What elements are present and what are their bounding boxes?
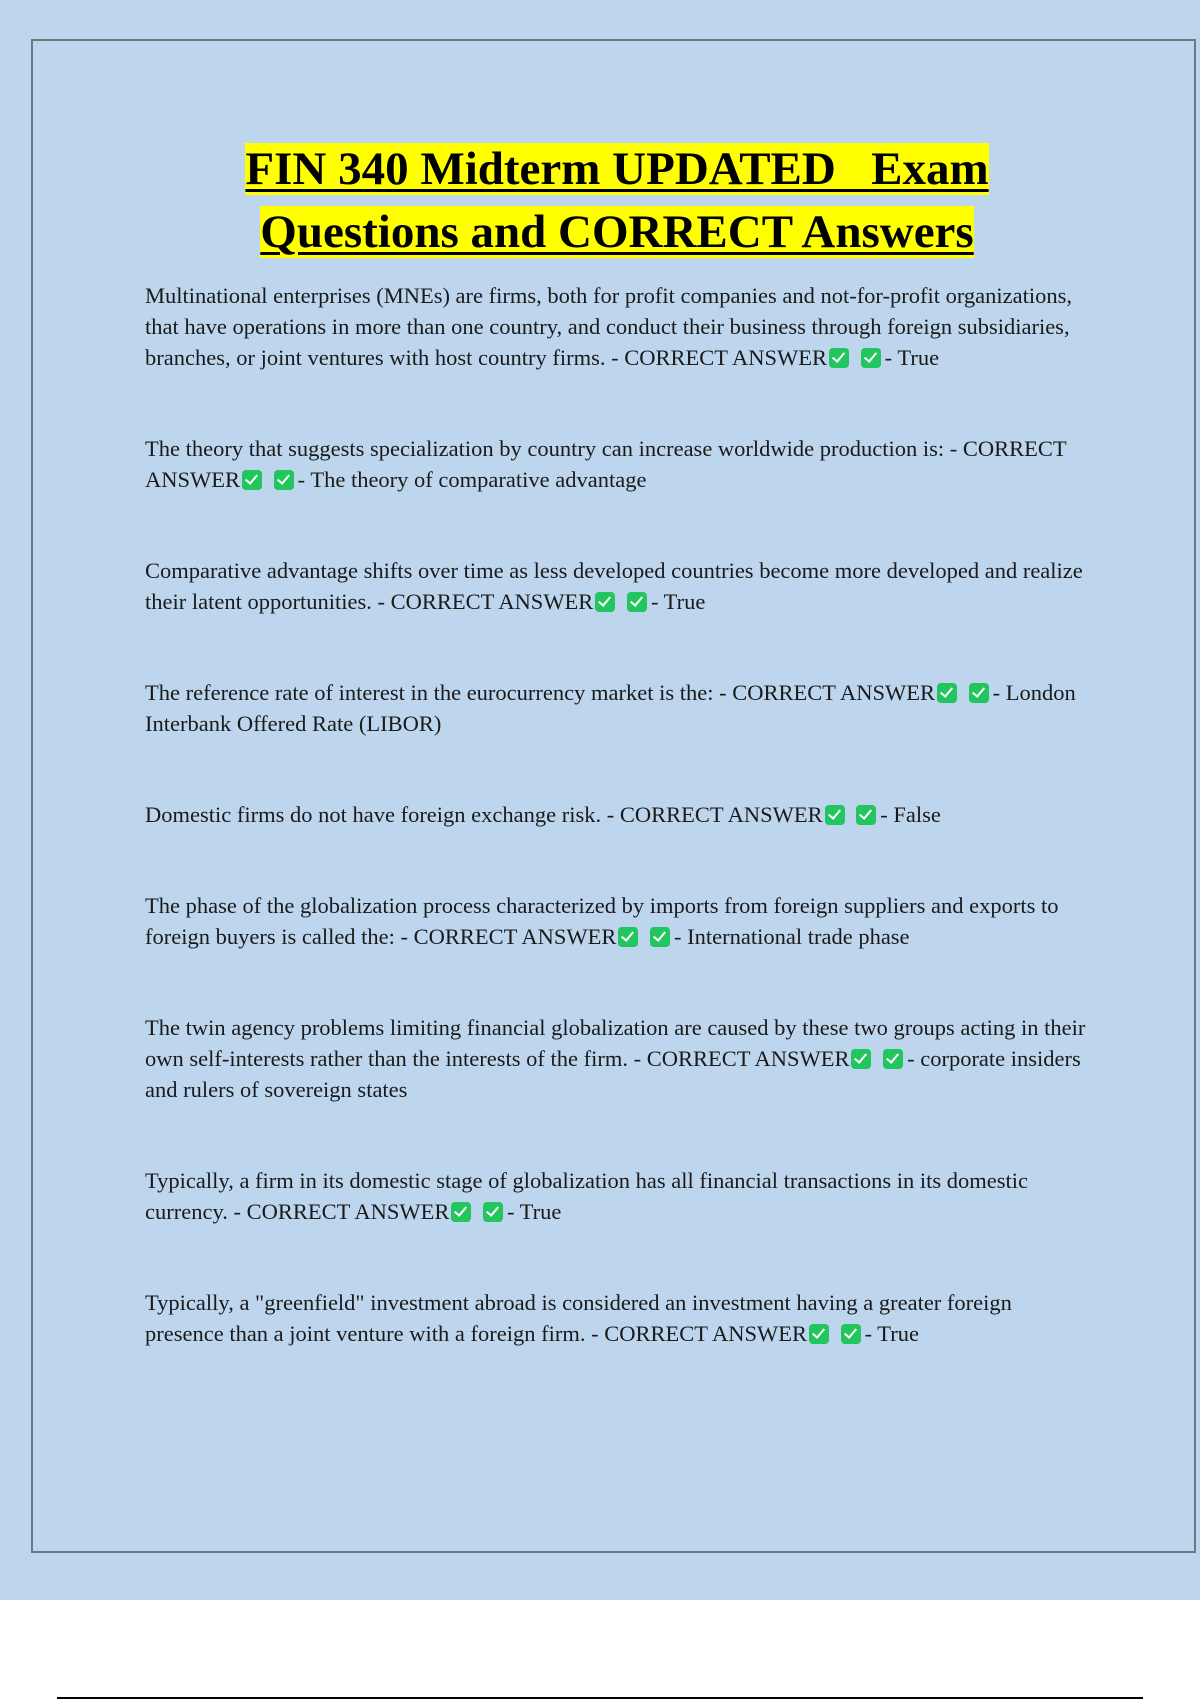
check-box-icon (595, 592, 615, 612)
check-box-icon (829, 348, 849, 368)
answer-text: - True (884, 345, 940, 370)
answer-marker: - CORRECT ANSWER (611, 345, 828, 370)
check-box-icon (825, 805, 845, 825)
title-line-1: FIN 340 Midterm UPDATED Exam (245, 143, 989, 195)
qa-item (145, 1165, 1090, 1227)
check-box-icon (841, 1324, 861, 1344)
question-text: Typically, a firm in its domestic stage of globalization has all financial transactions in its domestic currency. (145, 1168, 1028, 1224)
question-text: Multinational enterprises (MNEs) are firms, both for profit companies and not-for-profit organizations, that have operations in more than one country, and conduct their business through foreign subsidiaries, branches, or joint ventures with host country firms. (145, 283, 1073, 370)
answer-marker: - CORRECT ANSWER (377, 589, 594, 614)
check-box-icon (483, 1202, 503, 1222)
qa-item (145, 1012, 1090, 1105)
answer-text: - corporate insiders and rulers of sovereign states (145, 1046, 1081, 1102)
answer-text: - False (880, 802, 941, 827)
check-box-icon (451, 1202, 471, 1222)
answer-marker: - CORRECT ANSWER (633, 1046, 850, 1071)
qa-item (145, 555, 1090, 617)
answer-marker: - CORRECT ANSWER (400, 924, 617, 949)
check-box-icon (969, 683, 989, 703)
check-box-icon (883, 1049, 903, 1069)
question-text: The theory that suggests specialization by country can increase worldwide production is: (145, 436, 945, 461)
question-text: Domestic firms do not have foreign exchange risk. (145, 802, 602, 827)
question-text: Comparative advantage shifts over time as less developed countries become more developed and realize their latent opportunities. (145, 558, 1083, 614)
question-list (145, 280, 1090, 1409)
question-text: Typically, a "greenfield" investment abroad is considered an investment having a greater foreign presence than a joint venture with a foreign firm. (145, 1290, 1012, 1346)
check-box-icon (937, 683, 957, 703)
answer-text: - True (864, 1321, 919, 1346)
answer-marker: - CORRECT ANSWER (591, 1321, 807, 1346)
answer-text: - The theory of comparative advantage (297, 467, 647, 492)
question-text: The phase of the globalization process characterized by imports from foreign suppliers and exports to foreign buyers is called the: (145, 893, 1059, 949)
check-box-icon (856, 805, 876, 825)
qa-item (145, 433, 1090, 495)
question-text: The twin agency problems limiting financial globalization are caused by these two groups acting in their own self-interests rather than the interests of the firm. (145, 1015, 1086, 1071)
answer-marker: - CORRECT ANSWER (719, 680, 935, 705)
answer-marker: - CORRECT ANSWER (145, 436, 1067, 492)
check-box-icon (809, 1324, 829, 1344)
answer-text: - True (650, 589, 706, 614)
qa-item (145, 799, 1090, 830)
answer-marker: - CORRECT ANSWER (606, 802, 823, 827)
check-box-icon (274, 470, 294, 490)
check-box-icon (851, 1049, 871, 1069)
check-box-icon (618, 927, 638, 947)
document-title (0, 138, 1200, 264)
title-line-2: Questions and CORRECT Answers (260, 206, 974, 258)
answer-text: - London Interbank Offered Rate (LIBOR) (145, 680, 1076, 736)
qa-item (145, 280, 1090, 373)
qa-item (145, 677, 1090, 739)
check-box-icon (861, 348, 881, 368)
answer-marker: - CORRECT ANSWER (233, 1199, 450, 1224)
answer-text: - International trade phase (674, 924, 910, 949)
check-box-icon (242, 470, 262, 490)
qa-item (145, 890, 1090, 952)
check-box-icon (650, 927, 670, 947)
qa-item (145, 1287, 1090, 1349)
footer-divider (57, 1697, 1143, 1699)
question-text: The reference rate of interest in the eurocurrency market is the: (145, 680, 714, 705)
check-box-icon (627, 592, 647, 612)
answer-text: - True (506, 1199, 562, 1224)
